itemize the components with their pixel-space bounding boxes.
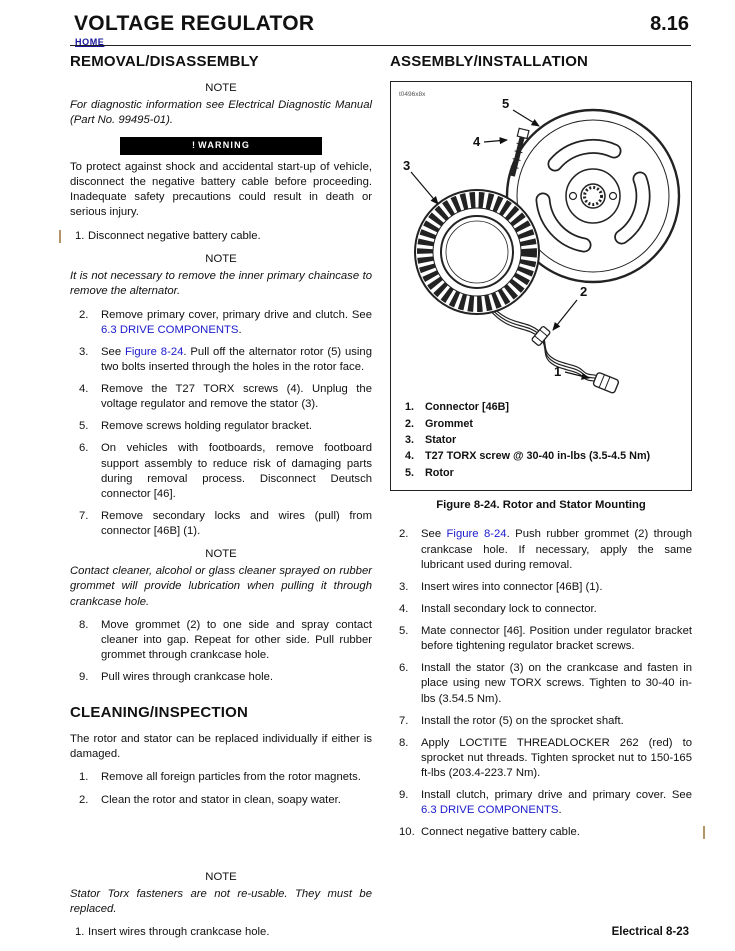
step-number: 2.: [399, 528, 409, 541]
home-link[interactable]: HOME: [75, 37, 105, 47]
step-item: [390, 602, 692, 617]
callout-2: 2: [580, 284, 588, 300]
step-item: [390, 624, 692, 654]
step-number: 1.: [79, 771, 89, 784]
text-run: Connect negative battery cable.: [421, 826, 580, 839]
step-number: 5.: [399, 625, 409, 638]
text-run: Pull wires through crankcase hole.: [101, 671, 274, 684]
step-item: [70, 925, 372, 940]
legend-number: 1.: [405, 401, 415, 414]
grommet-drawing: [531, 326, 550, 346]
callout-4: 4: [473, 134, 481, 150]
step-text: [421, 825, 692, 840]
step-number: 2.: [79, 308, 89, 321]
text-run: See: [421, 528, 447, 541]
step-text: [421, 736, 692, 781]
step-item: [70, 419, 372, 434]
step-text: [421, 602, 692, 617]
note-block: [70, 870, 372, 917]
legend-text: T27 TORX screw @ 30-40 in-lbs (3.5-4.5 Nm): [425, 450, 651, 463]
warning-icon: !: [191, 140, 197, 151]
note-block: [70, 81, 372, 128]
step-text: [101, 793, 372, 808]
text-run: Remove primary cover, primary drive and clutch. See: [101, 308, 372, 321]
text-run: Remove all foreign particles from the rotor magnets.: [101, 771, 361, 784]
text-run: Install the rotor (5) on the sprocket shaft.: [421, 714, 624, 727]
text-run: .: [238, 323, 242, 336]
step-text: [421, 661, 692, 706]
legend-number: 2.: [405, 417, 415, 430]
text-run: . Push rubber grommet (2) through crankcase hole. If necessary, apply the same lubricant used during removal.: [421, 528, 692, 571]
figure-legend: [391, 400, 691, 480]
step-text: [101, 670, 372, 685]
step-text: [101, 382, 372, 412]
step-number: 5.: [79, 420, 89, 433]
warning-label: WARNING: [198, 140, 251, 151]
header-rule: [70, 45, 691, 46]
step-item: [70, 382, 372, 412]
connector-drawing: [593, 372, 620, 394]
text-run: Insert wires into connector [46B] (1).: [421, 580, 603, 593]
step-item: [70, 670, 372, 685]
step-item: [70, 793, 372, 808]
section-heading: CLEANING/INSPECTION: [70, 704, 248, 722]
figure-illustration: [391, 84, 689, 396]
step-item: [390, 580, 692, 595]
step-item: [70, 308, 372, 338]
step-number: 6.: [399, 662, 409, 675]
text-run: . Pull off the alternator rotor (5) using two bolts inserted through the holes in the rotor face.: [101, 345, 372, 373]
note-text: It is not necessary to remove the inner primary chaincase to remove the alternator.: [70, 270, 372, 298]
text-run: Remove secondary locks and wires (pull) from connector [46B] (1).: [101, 509, 372, 538]
legend-text: Grommet: [425, 417, 473, 430]
section-number: 8.16: [650, 13, 689, 35]
step-item: [390, 788, 692, 818]
wires-drawing: [489, 303, 599, 383]
callout-3: 3: [403, 158, 411, 174]
step-number: 1.: [75, 926, 85, 939]
page-footer: Electrical 8-23: [611, 926, 689, 938]
step-text: [421, 580, 692, 595]
legend-number: 4.: [405, 450, 415, 463]
step-item: [70, 345, 372, 375]
step-text: [101, 345, 372, 375]
legend-item: [405, 417, 691, 431]
step-number: 7.: [399, 714, 409, 727]
legend-item: [405, 400, 691, 414]
step-number: 6.: [79, 442, 89, 455]
cross-reference-link[interactable]: Figure 8-24: [124, 345, 184, 358]
step-text: [101, 441, 372, 502]
figure-box: [390, 81, 692, 491]
step-number: 2.: [79, 793, 89, 806]
figure-code: t0496x8x: [399, 91, 426, 99]
cross-reference-link[interactable]: Figure 8-24: [446, 528, 507, 541]
warning-text: To protect against shock and accidental start-up of vehicle, disconnect the negative battery cable before proceeding. Inadequate safety precautions could result in death or serious injury.: [70, 160, 372, 218]
note-label: NOTE: [205, 870, 237, 883]
text-run: Remove screws holding regulator bracket.: [101, 420, 312, 433]
legend-item: [405, 466, 691, 480]
legend-number: 5.: [405, 466, 415, 479]
legend-item: [405, 449, 691, 463]
removal-heading: REMOVAL/DISASSEMBLY: [70, 53, 259, 70]
note-label: NOTE: [205, 548, 237, 561]
legend-text: Rotor: [425, 466, 454, 479]
step-number: 9.: [79, 671, 89, 684]
change-bar: [59, 230, 61, 243]
step-text: [88, 229, 372, 244]
paragraph: The rotor and stator can be replaced individually if either is damaged.: [70, 733, 372, 761]
text-run: Insert wires through crankcase hole.: [88, 926, 270, 939]
text-run: Mate connector [46]. Position under regulator bracket before tightening regulator bracket screws.: [421, 625, 692, 653]
step-item: [390, 527, 692, 572]
step-item: [390, 825, 692, 840]
step-number: 10.: [399, 826, 415, 839]
step-text: [101, 618, 372, 663]
cross-reference-link[interactable]: 6.3 DRIVE COMPONENTS: [421, 804, 559, 817]
change-bar: [703, 826, 705, 839]
step-item: [390, 736, 692, 781]
note-text: Contact cleaner, alcohol or glass cleaner sprayed on rubber grommet will provide lubrication when pulling it through crankcase hole.: [70, 565, 372, 608]
callout-5: 5: [502, 96, 510, 112]
assembly-content: [390, 527, 692, 840]
step-text: [421, 788, 692, 818]
step-number: 8.: [79, 618, 89, 631]
step-text: [421, 527, 692, 572]
text-run: Apply LOCTITE THREADLOCKER 262 (red) to sprocket nut threads. Tighten sprocket nut to 150-165 ft-lbs (203.4-223.7 Nm).: [421, 736, 692, 780]
step-number: 8.: [399, 736, 409, 749]
text-run: Move grommet (2) to one side and spray contact cleaner into gap. Repeat for other side. Pull rubber grommet through crankcase hole.: [101, 618, 372, 661]
text-run: Install secondary lock to connector.: [421, 602, 597, 615]
step-text: [88, 925, 372, 940]
legend-number: 3.: [405, 434, 415, 446]
step-text: [101, 419, 372, 434]
note-label: NOTE: [205, 82, 237, 95]
step-number: 3.: [399, 580, 409, 593]
step-number: 4.: [79, 383, 89, 396]
step-number: 9.: [399, 789, 409, 802]
note-label: NOTE: [205, 253, 237, 266]
page-title: VOLTAGE REGULATOR: [74, 12, 315, 35]
step-number: 3.: [79, 345, 89, 358]
step-number: 4.: [399, 602, 409, 615]
step-text: [101, 509, 372, 539]
figure-caption: Figure 8-24. Rotor and Stator Mounting: [436, 499, 646, 512]
warning-banner: [120, 137, 322, 154]
note-text: Stator Torx fasteners are not re-usable. They must be replaced.: [70, 887, 372, 915]
right-column: [390, 52, 692, 848]
step-text: [421, 624, 692, 654]
text-run: Install the stator (3) on the crankcase and fasten in place using new TORX screws. Tighten to 30-40 in-lbs (3.54.5 Nm).: [421, 662, 692, 705]
legend-item: [405, 433, 691, 447]
text-run: Remove the T27 TORX screws (4). Unplug the voltage regulator and remove the stator (3).: [101, 383, 372, 411]
step-number: 1.: [75, 230, 85, 243]
text-run: Clean the rotor and stator in clean, soapy water.: [101, 793, 341, 806]
step-text: [101, 308, 372, 338]
legend-text: Stator: [425, 434, 457, 446]
left-column: [70, 52, 372, 947]
step-item: [70, 509, 372, 539]
step-item: [70, 229, 372, 244]
step-item: [390, 661, 692, 706]
stator-drawing: [415, 190, 539, 314]
note-text: For diagnostic information see Electrical Diagnostic Manual (Part No. 99495-01).: [70, 99, 372, 127]
cross-reference-link[interactable]: 6.3 DRIVE COMPONENTS: [101, 323, 239, 336]
step-item: [390, 714, 692, 729]
step-text: [421, 714, 692, 729]
text-run: .: [558, 804, 562, 817]
step-item: [70, 618, 372, 663]
assembly-heading: ASSEMBLY/INSTALLATION: [390, 53, 589, 70]
note-block: [70, 252, 372, 299]
step-item: [70, 441, 372, 502]
callout-1: 1: [554, 364, 562, 380]
text-run: On vehicles with footboards, remove footboard support assembly to reduce risk of damaging parts during removal process. Disconnect Deutsch connector [46].: [101, 442, 372, 500]
note-block: [70, 547, 372, 610]
text-run: Disconnect negative battery cable.: [88, 230, 261, 243]
step-text: [101, 770, 372, 785]
text-run: See: [101, 345, 125, 358]
text-run: Install clutch, primary drive and primary cover. See: [421, 789, 692, 802]
step-item: [70, 770, 372, 785]
removal-content: [70, 81, 372, 940]
legend-text: Connector [46B]: [425, 401, 509, 414]
step-number: 7.: [79, 509, 89, 522]
